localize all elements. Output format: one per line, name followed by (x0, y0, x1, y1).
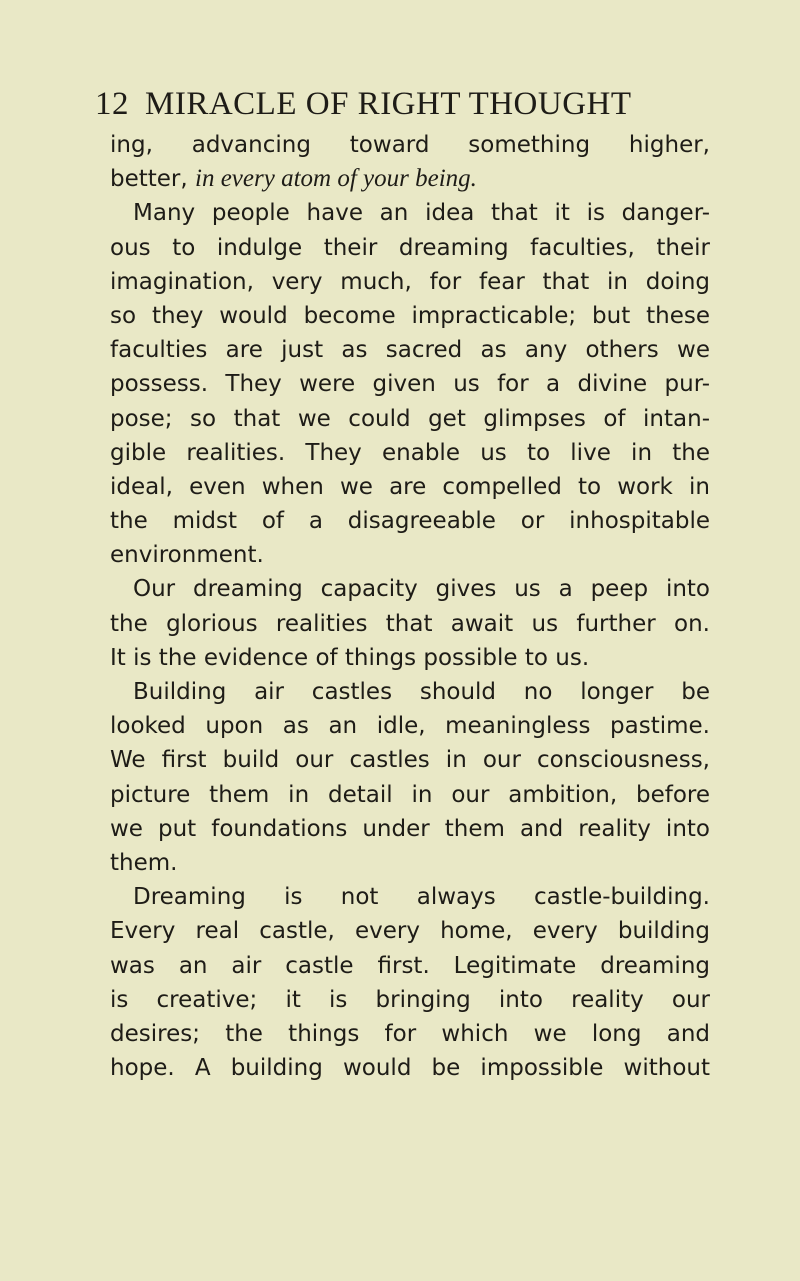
paragraph-start-line: Dreaming is not always castle-building. (133, 884, 710, 911)
text-line: we put foundations under them and reality into (110, 815, 710, 842)
text-line: picture them in detail in our ambition, before (110, 781, 710, 808)
text-line: gible realities. They enable us to live in the (110, 439, 710, 466)
paragraph-start-line: Many people have an idea that it is danger- (133, 200, 710, 227)
text-line: the midst of a disagreeable or inhospitable (110, 508, 710, 535)
text-line: pose; so that we could get glimpses of intan- (110, 405, 710, 432)
italic-phrase: in every atom of your being. (195, 165, 477, 193)
text-line: so they would become impracticable; but these (110, 302, 710, 329)
text-line: is creative; it is bringing into reality our (110, 986, 710, 1013)
text-line (110, 162, 710, 196)
text-line: We first build our castles in our consciousness, (110, 747, 710, 774)
text-line: imagination, very much, for fear that in doing (110, 268, 710, 295)
text-line: the glorious realities that await us further on. (110, 610, 710, 637)
text-line: possess. They were given us for a divine pur- (110, 371, 710, 398)
text-line: was an air castle first. Legitimate dreaming (110, 952, 710, 979)
line-text: better, (110, 166, 196, 193)
body-text (110, 128, 710, 1085)
paragraph-start-line: Our dreaming capacity gives us a peep into (133, 576, 710, 603)
text-line: ous to indulge their dreaming faculties, their (110, 234, 710, 261)
paragraph-end-line: them. (110, 849, 178, 876)
paragraph-start-line: Building air castles should no longer be (133, 679, 710, 705)
text-line: faculties are just as sacred as any others we (110, 337, 710, 364)
text-line: looked upon as an idle, meaningless pastime. (110, 713, 710, 740)
paragraph-end-line: It is the evidence of things possible to us. (110, 644, 590, 671)
text-line: hope. A building would be impossible without (110, 1055, 710, 1082)
text-line: ing, advancing toward something higher, (110, 132, 710, 158)
text-line: Every real castle, every home, every building (110, 918, 710, 945)
text-line: desires; the things for which we long and (110, 1020, 710, 1047)
running-title: MIRACLE OF RIGHT THOUGHT (145, 86, 632, 122)
text-line: ideal, even when we are compelled to work in (110, 473, 710, 500)
running-header (95, 86, 715, 126)
page-number: 12 (95, 86, 129, 122)
paragraph-end-line: environment. (110, 542, 264, 569)
